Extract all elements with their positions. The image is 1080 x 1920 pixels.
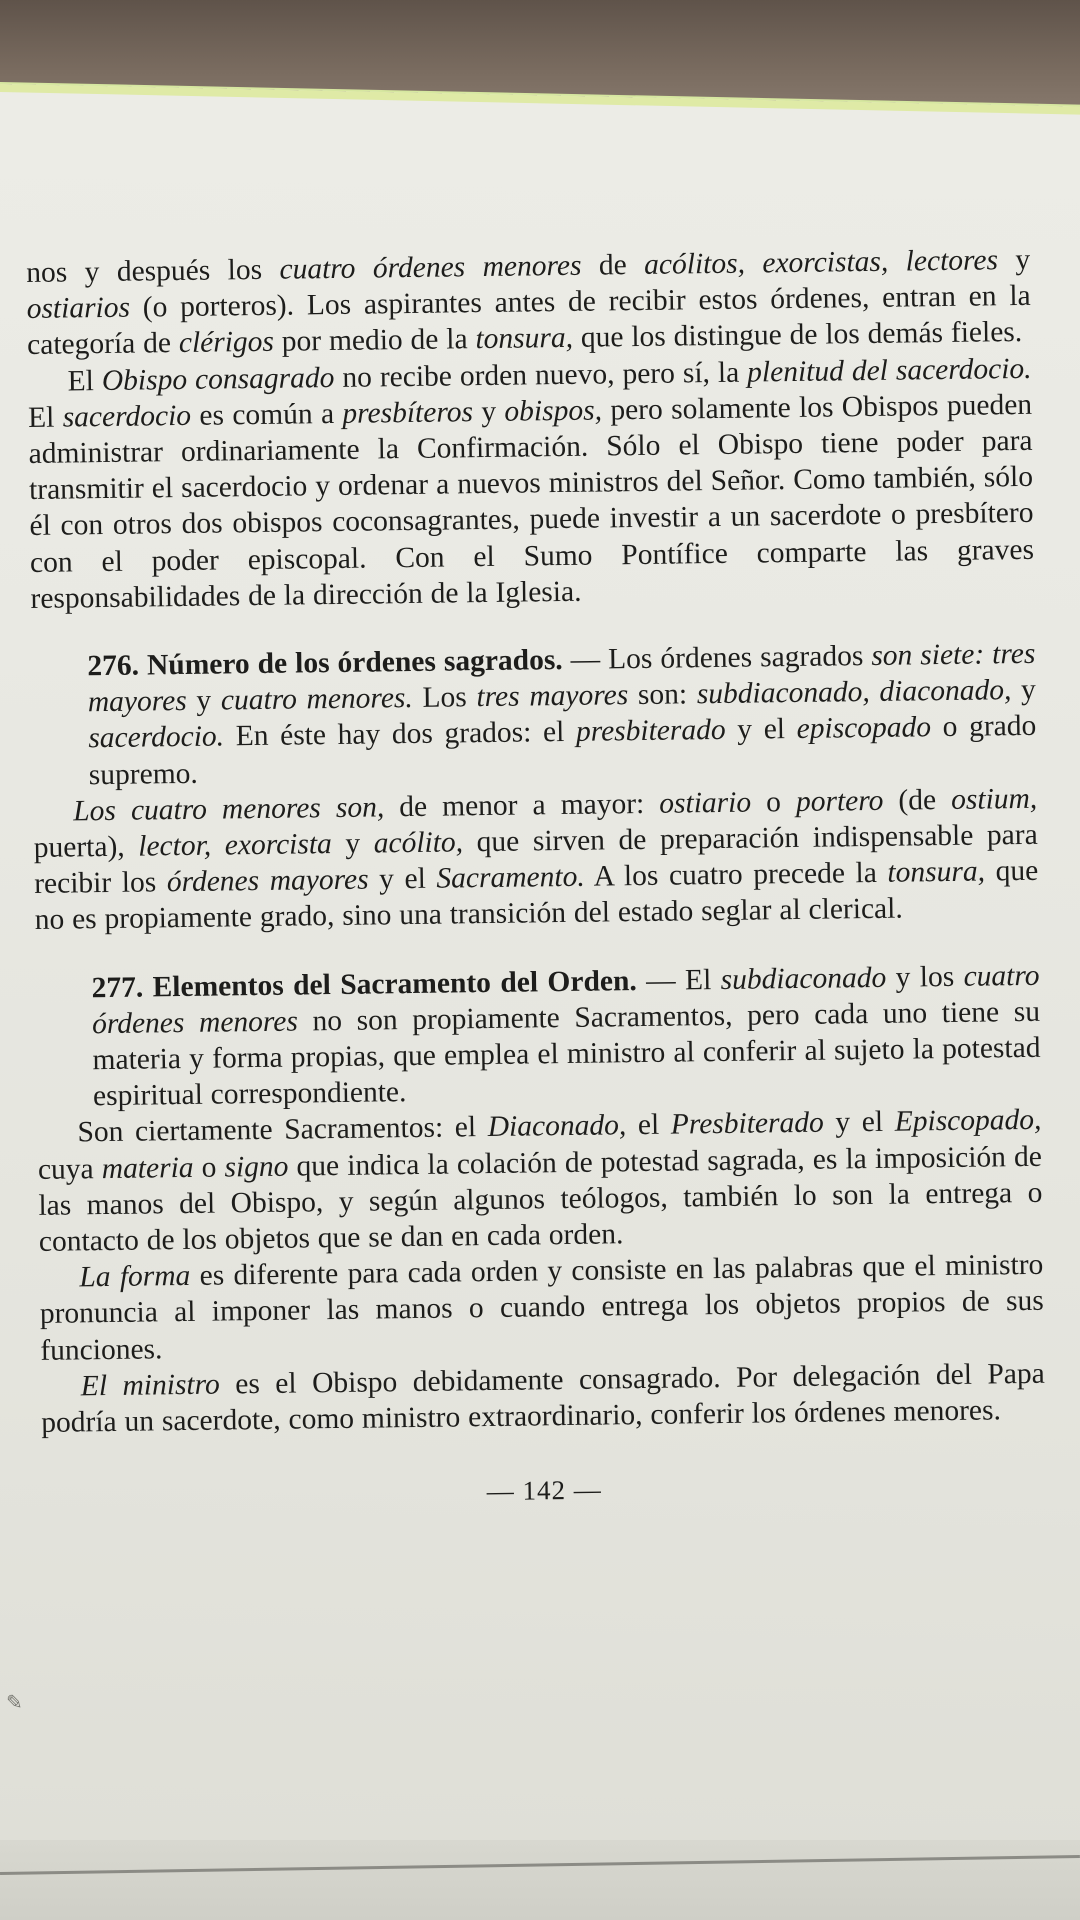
text-span: que no es propiamente grado, sino una transición del estado seglar al clerical. bbox=[34, 855, 1039, 937]
paragraph-cuatro-menores bbox=[33, 781, 1039, 939]
text-span: cuya bbox=[37, 1152, 102, 1186]
italic-span: órdenes mayores bbox=[166, 863, 369, 899]
italic-span: subdiaconado, diaconado, bbox=[696, 674, 1012, 711]
italic-span: tonsura, bbox=[887, 855, 986, 890]
text-span: (de bbox=[883, 783, 952, 817]
text-span: o grado supremo. bbox=[88, 710, 1037, 791]
text-span: Los bbox=[412, 681, 477, 715]
italic-span: acólito, bbox=[373, 826, 464, 860]
section-276 bbox=[31, 636, 1037, 794]
paragraph-obispo bbox=[27, 350, 1034, 617]
text-span: de menor a mayor: bbox=[383, 787, 660, 824]
text-span: son: bbox=[627, 678, 698, 712]
italic-span: presbiterado bbox=[575, 714, 726, 749]
text-span: o bbox=[750, 785, 797, 819]
page-number: — 142 — bbox=[486, 1474, 602, 1507]
italic-span: sacerdocio. bbox=[88, 720, 225, 755]
italic-span: cuatro órdenes menores bbox=[91, 959, 1040, 1041]
italic-span: cuatro órdenes menores bbox=[279, 249, 582, 286]
italic-span: La forma bbox=[79, 1260, 191, 1294]
section-heading: 276. Número de los órdenes sagrados. bbox=[87, 644, 563, 683]
italic-span: ostiario bbox=[659, 786, 752, 820]
text-span: que sirven de preparación indispensable para recibir los bbox=[34, 818, 1038, 901]
italic-span: son siete: tres mayores bbox=[87, 637, 1036, 719]
italic-span: signo bbox=[224, 1150, 289, 1184]
italic-span: Presbiterado bbox=[670, 1107, 824, 1142]
text-span: — bbox=[562, 643, 609, 677]
italic-span: tres mayores bbox=[476, 679, 629, 714]
ink-smudge-icon: ✎ bbox=[6, 1692, 23, 1714]
paragraph-sacramentos bbox=[37, 1102, 1043, 1260]
text-span: y los bbox=[885, 960, 964, 994]
text-span: y el bbox=[725, 713, 797, 747]
italic-span: Diaconado, bbox=[487, 1109, 627, 1144]
text-span: El bbox=[67, 364, 103, 398]
text-span: — bbox=[636, 964, 686, 997]
italic-span: acólitos, exorcistas, lectores bbox=[643, 244, 999, 281]
text-span: Son ciertamente Sacramentos: el bbox=[77, 1111, 488, 1149]
italic-span: ostium, bbox=[950, 782, 1038, 816]
page-text bbox=[26, 242, 1046, 1516]
text-span: y bbox=[1011, 674, 1037, 707]
italic-span: lector, exorcista bbox=[138, 828, 333, 863]
text-span: y bbox=[997, 243, 1031, 277]
text-span: nos y después los bbox=[26, 253, 280, 289]
text-span: El bbox=[27, 401, 63, 434]
text-span: A los cuatro precede la bbox=[584, 857, 888, 893]
page-bottom-margin bbox=[0, 1840, 1080, 1920]
text-span: no recibe orden nuevo, pero sí, la bbox=[334, 356, 748, 394]
italic-span: Los cuatro menores son, bbox=[73, 791, 385, 828]
text-span: o bbox=[193, 1151, 225, 1184]
section-heading: 277. Elementos del Sacramento del Orden. bbox=[91, 964, 637, 1004]
text-span: el bbox=[626, 1109, 672, 1142]
italic-span: Obispo consagrado bbox=[101, 361, 335, 397]
text-span: pero solamente los Obispos pueden administrar ordinariamente la Confirmación. Sólo el Obispo tiene poder para transmitir el sacerdocio y ordenar a nuevos ministros del Señor. Como también, sólo él con otros dos obispos coconsagrantes, puede investir a un sacerdote o presbítero con el poder episcopal. Con el Sumo Pontífice comparte las graves responsabilidades de la dirección de la Iglesia. bbox=[28, 388, 1035, 615]
text-span: que indica la colación de potestad sagrada, es la imposición de las manos del Obispo, y según algunos teólogos, también lo son la entrega o contacto de los objetos que se dan en cada orden. bbox=[38, 1140, 1043, 1258]
text-span: por medio de la bbox=[273, 323, 476, 359]
text-span: es el Obispo debidamente consagrado. Por delegación del Papa podría un sacerdote, como ministro extraordinario, conferir los órdenes menores. bbox=[41, 1357, 1045, 1439]
text-span: En éste hay dos grados: el bbox=[223, 716, 577, 753]
italic-span: El ministro bbox=[80, 1368, 220, 1403]
paragraph-ministro bbox=[41, 1356, 1046, 1442]
italic-span: subdiaconado bbox=[720, 961, 887, 996]
section-277 bbox=[35, 957, 1041, 1115]
text-span: es común a bbox=[190, 397, 343, 432]
italic-span: Sacramento. bbox=[436, 860, 585, 895]
text-span: no son propiamente Sacramentos, pero cada uno tiene su materia y forma propias, que emplea el ministro al conferir al sujeto la potestad espiritual correspondiente. bbox=[92, 995, 1041, 1113]
italic-span: obispos, bbox=[504, 394, 603, 428]
italic-span: presbíteros bbox=[342, 395, 474, 430]
text-span: y el bbox=[823, 1106, 895, 1140]
italic-span: Episcopado, bbox=[894, 1104, 1042, 1139]
italic-span: plenitud del sacerdocio. bbox=[746, 352, 1032, 389]
text-span: y bbox=[331, 827, 374, 861]
italic-span: ostiarios bbox=[26, 291, 131, 326]
italic-span: sacerdocio bbox=[62, 399, 192, 434]
text-span: y el bbox=[368, 862, 437, 896]
italic-span: materia bbox=[101, 1151, 194, 1185]
text-span: y bbox=[472, 395, 505, 428]
italic-span: tonsura, bbox=[475, 322, 574, 356]
text-span: de bbox=[581, 248, 645, 282]
italic-span: clérigos bbox=[178, 326, 275, 360]
text-span: (o porteros). Los aspirantes antes de recibir estos órdenes, entran en la categoría de bbox=[26, 280, 1031, 362]
italic-span: cuatro menores. bbox=[220, 682, 413, 717]
text-span: puerta), bbox=[33, 830, 139, 864]
text-span: y bbox=[186, 684, 222, 718]
paragraph-ordenes-menores bbox=[26, 242, 1031, 364]
text-span: Los órdenes sagrados bbox=[607, 640, 872, 676]
text-span: que los distingue de los demás fieles. bbox=[572, 316, 1023, 355]
italic-span: episcopado bbox=[796, 711, 932, 746]
paragraph-forma bbox=[39, 1247, 1044, 1369]
text-span: El bbox=[684, 963, 721, 997]
text-span: es diferente para cada orden y consiste en las palabras que el ministro pronuncia al imponer las manos o cuando entrega los objetos propios de sus funciones. bbox=[39, 1249, 1044, 1367]
italic-span: portero bbox=[795, 784, 884, 818]
